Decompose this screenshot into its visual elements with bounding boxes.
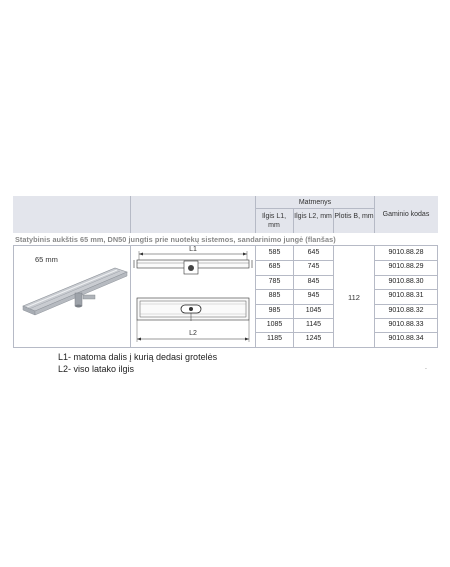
col-header-l1: Ilgis L1, mm <box>261 213 287 229</box>
table-cell-l2: 645 <box>307 249 320 256</box>
table-cell-l1: 585 <box>268 249 281 256</box>
drawing-label-l2: L2 <box>189 330 197 337</box>
header-col-divider <box>333 209 334 233</box>
table-cell-code: 9010.88.34 <box>388 335 424 343</box>
row-divider <box>256 289 293 290</box>
row-divider <box>256 304 293 305</box>
table-cell-code: 9010.88.32 <box>388 306 424 314</box>
table-cell-l1: 785 <box>268 277 281 285</box>
row-divider <box>294 332 333 333</box>
notes <box>58 351 217 375</box>
row-divider <box>294 304 333 305</box>
row-divider <box>375 304 437 305</box>
header-col-divider <box>293 209 294 233</box>
table-cell-l1: 985 <box>268 306 281 314</box>
table-border-bottom <box>13 347 438 348</box>
col-header-l2: Ilgis L2, mm <box>294 213 332 220</box>
table-cell-code: 9010.88.29 <box>388 263 424 271</box>
row-divider <box>256 260 293 261</box>
header-divider <box>256 208 374 209</box>
note-l1: L1- matoma dalis į kurią dedasi grotelės <box>58 352 218 362</box>
stray-dot: . <box>425 364 427 371</box>
table-cell-l2: 1245 <box>305 335 322 343</box>
row-divider <box>256 332 293 333</box>
table-cell-l2: 1145 <box>305 321 322 328</box>
table-cell-code: 9010.88.31 <box>388 292 424 300</box>
header-blank-2 <box>131 196 256 233</box>
row-divider <box>375 332 437 333</box>
note-l2: L2- viso latako ilgis <box>58 364 135 374</box>
product-illustration <box>17 262 129 324</box>
table-cell-l2: 1045 <box>305 306 322 314</box>
row-divider <box>256 275 293 276</box>
product-table <box>13 196 438 348</box>
row-divider <box>375 260 437 261</box>
col-header-code: Gaminio kodas <box>382 211 430 218</box>
table-border-left <box>13 245 14 348</box>
table-cell-l1: 685 <box>268 263 281 271</box>
table-cell-l2: 845 <box>307 277 320 285</box>
product-height-label: 65 mm <box>35 255 58 264</box>
row-divider <box>375 275 437 276</box>
header-col-divider <box>374 196 375 233</box>
table-border-right <box>437 245 438 348</box>
row-divider <box>294 289 333 290</box>
row-divider <box>375 318 437 319</box>
table-cell-l2: 745 <box>307 263 320 271</box>
row-divider <box>375 289 437 290</box>
header-group-matmenys: Matmenys <box>298 199 332 206</box>
table-cell-code: 9010.88.30 <box>388 277 424 285</box>
col-header-width: Plotis B, mm <box>334 213 374 220</box>
row-divider <box>256 318 293 319</box>
table-cell-code: 9010.88.33 <box>388 321 424 328</box>
row-divider <box>294 260 333 261</box>
table-cell-l2: 945 <box>307 292 320 300</box>
table-cell-l1: 1185 <box>266 335 283 343</box>
table-cell-l1: 1085 <box>266 321 283 328</box>
drawing-label-l1: L1 <box>189 246 197 253</box>
row-divider <box>294 275 333 276</box>
table-cell-l1: 885 <box>268 292 281 300</box>
width-value: 112 <box>348 293 360 302</box>
table-col-divider <box>130 245 131 348</box>
header-blank-1 <box>13 196 131 233</box>
row-divider <box>294 318 333 319</box>
table-cell-code: 9010.88.28 <box>388 249 424 256</box>
table-subtitle: Statybinis aukštis 65 mm, DN50 jungtis prie nuotekų sistemos, sandarinimo jungė (flanšas) <box>15 235 336 244</box>
